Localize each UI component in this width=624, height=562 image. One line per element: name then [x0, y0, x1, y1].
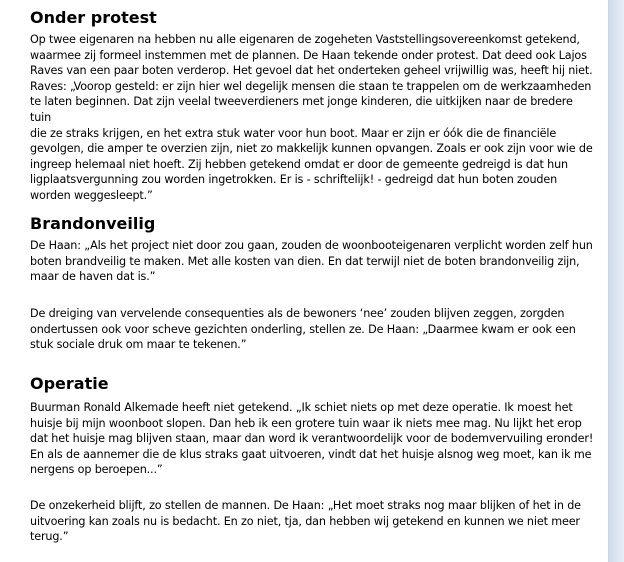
section-heading-operatie: Operatie: [30, 374, 109, 393]
paragraph: Op twee eigenaren na hebben nu alle eigenaren de zogeheten Vaststellingsovereenkomst getekend, waarmee zij formeel instemmen met de plannen. De Haan tekende onder protest. Dat deed ook Lajos Raves van een paar boten verderop. Het gevoel dat het onderteken geheel vrijwillig was, heeft hij niet. Raves: „Voorop gesteld: er zijn hier wel degelijk mensen die staan te trappelen om de werkzaamheden te laten beginnen. Dat zijn veelal tweeverdieners met jonge kinderen, die uitkijken naar de bredere tuin die ze straks krijgen, en het extra stuk water voor hun boot. Maar er zijn er óók die de financiële gevolgen, die amper te overzien zijn, niet zo makkelijk kunnen opvangen. Zoals er ook zijn voor wie de ingreep helemaal niet hoeft. Zij hebben getekend omdat er door de gemeente gedreigd is dat hun ligplaatsvergunning zou worden ingetrokken. Er is - schriftelijk! - gedreigd dat hun boten zouden worden weggesleept.”: [30, 33, 593, 202]
paragraph: Buurman Ronald Alkemade heeft niet getekend. „Ik schiet niets op met deze operatie. Ik moest het huisje bij mijn woonboot slopen. Dan heb ik een grotere tuin waar ik niets mee mag. Nu lijkt het erop dat het huisje mag blijven staan, maar dan word ik verantwoordelijk voor de bodemvervuiling eronder! En als de aannemer die de klus straks gaat uitvoeren, vindt dat het huisje alsnog weg moet, kan ik me nergens op beroepen...”: [30, 401, 594, 477]
page-side-shadow: [609, 0, 624, 562]
paragraph: De Haan: „Als het project niet door zou gaan, zouden de woonbooteigenaren verplicht worden zelf hun boten brandveilig te maken. Met alle kosten van dien. En dat terwijl niet de boten brandonveilig zijn, maar de haven dat is.”: [30, 239, 593, 284]
section-heading-brandonveilig: Brandonveilig: [30, 214, 156, 233]
section-heading-onder-protest: Onder protest: [30, 8, 157, 27]
paragraph: De dreiging van vervelende consequenties als de bewoners ‘nee’ zouden blijven zeggen, zorgden ondertussen ook voor scheve gezichten onderling, stellen ze. De Haan: „Daarmee kwam er ook een stuk sociale druk om maar te tekenen.”: [30, 307, 576, 352]
paragraph: De onzekerheid blijft, zo stellen de mannen. De Haan: „Het moet straks nog maar blijken of het in de uitvoering kan zoals nu is bedacht. En zo niet, tja, dan hebben wij getekend en kunnen we niet meer terug.”: [30, 499, 581, 544]
